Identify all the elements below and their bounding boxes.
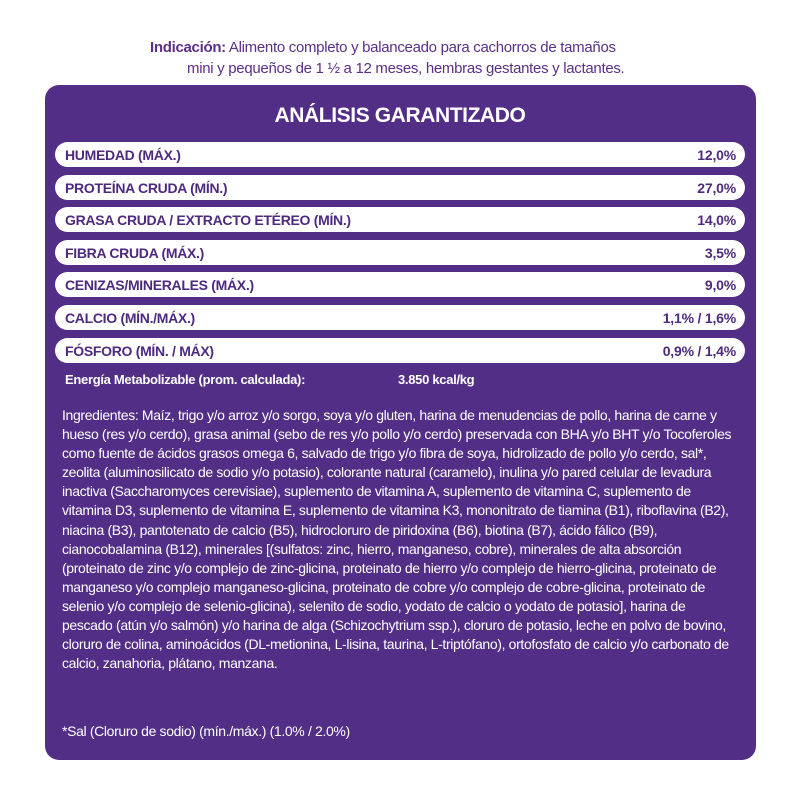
analysis-row-value: 12,0% [697, 147, 736, 163]
analysis-row-value: 9,0% [704, 277, 736, 294]
energy-label: Energía Metabolizable (prom. calculada): [65, 372, 306, 387]
analysis-row-proteina [55, 175, 745, 200]
energy-line [65, 372, 475, 387]
analysis-row-label: FIBRA CRUDA (MÁX.) [65, 244, 204, 261]
analysis-row-value: 1,1% / 1,6% [662, 309, 736, 326]
analysis-row-label: FÓSFORO (MÍN. / MÁX) [65, 342, 214, 359]
indication-line-2: mini y pequeños de 1 ½ a 12 meses, hembras gestantes y lactantes. [187, 60, 625, 77]
salt-note: *Sal (Cloruro de sodio) (mín./máx.) (1.0% / 2.0%) [62, 723, 350, 739]
analysis-row-fosforo [55, 338, 745, 363]
ingredients-text: Ingredientes: Maíz, trigo y/o arroz y/o sorgo, soya y/o gluten, harina de menudencias de pollo, harina de carne y hueso (res y/o cerdo), grasa animal (sebo de res y/o pollo y/o cerdo) preservada con BHA y/o BHT y/o Tocoferoles como fuente de ácidos grasos omega 6, salvado de trigo y/o fibra de soya, hidrolizado de pollo y/o cerdo, sal*, zeolita (aluminosilicato de sodio y/o potasio), colorante natural (caramelo), inulina y/o pared celular de levadura inactiva (Saccharomyces cerevisiae), suplemento de vitamina A, suplemento de vitamina C, suplemento de vitamina D3, suplemento de vitamina E, suplemento de vitamina K3, mononitrato de tiamina (B1), riboflavina (B2), niacina (B3), pantotenato de calcio (B5), hidrocloruro de piridoxina (B6), biotina (B7), ácido fálico (B9), cianocobalamina (B12), minerales [(sulfatos: zinc, hierro, manganeso, cobre), minerales de alta absorción (proteinato de zinc y/o complejo de zinc-glicina, proteinato de hierro y/o complejo de hierro-glicina, proteinato de manganeso y/o complejo manganeso-glicina, proteinato de cobre y/o complejo de cobre-glicina, proteinato de selenio y/o complejo de selenio-glicina), selenito de sodio, yodato de calcio o yodato de potasio], harina de pescado (atún y/o salmón) y/o harina de alga (Schizochytrium ssp.), cloruro de potasio, leche en polvo de bovino, cloruro de colina, aminoácidos (DL-metionina, L-lisina, taurina, L-triptófano), ortofosfato de calcio y/o carbonato de calcio, zanahoria, plátano, manzana. [62, 407, 732, 672]
analysis-row-value: 0,9% / 1,4% [662, 342, 736, 359]
analysis-row-label: GRASA CRUDA / EXTRACTO ETÉREO (MÍN.) [65, 212, 351, 229]
analysis-row-value: 3,5% [704, 244, 736, 261]
indication-text [150, 37, 670, 79]
analysis-row-value: 14,0% [697, 212, 736, 229]
analysis-row-humedad [55, 142, 745, 167]
analysis-row-grasa [55, 207, 745, 232]
energy-value: 3.850 kcal/kg [398, 372, 475, 387]
analysis-row-calcio [55, 305, 745, 330]
analysis-row-fibra [55, 240, 745, 265]
analysis-title: ANÁLISIS GARANTIZADO [274, 104, 526, 127]
indication-label: Indicación: [150, 39, 226, 56]
analysis-row-cenizas [55, 272, 745, 297]
analysis-row-value: 27,0% [697, 179, 736, 196]
analysis-table [55, 142, 745, 370]
analysis-row-label: CENIZAS/MINERALES (MÁX.) [65, 277, 254, 294]
indication-line-1: Alimento completo y balanceado para cachorros de tamaños [225, 39, 616, 56]
analysis-row-label: PROTEÍNA CRUDA (MÍN.) [65, 179, 228, 196]
analysis-row-label: CALCIO (MÍN./MÁX.) [65, 309, 195, 326]
analysis-row-label: HUMEDAD (MÁX.) [65, 147, 181, 163]
